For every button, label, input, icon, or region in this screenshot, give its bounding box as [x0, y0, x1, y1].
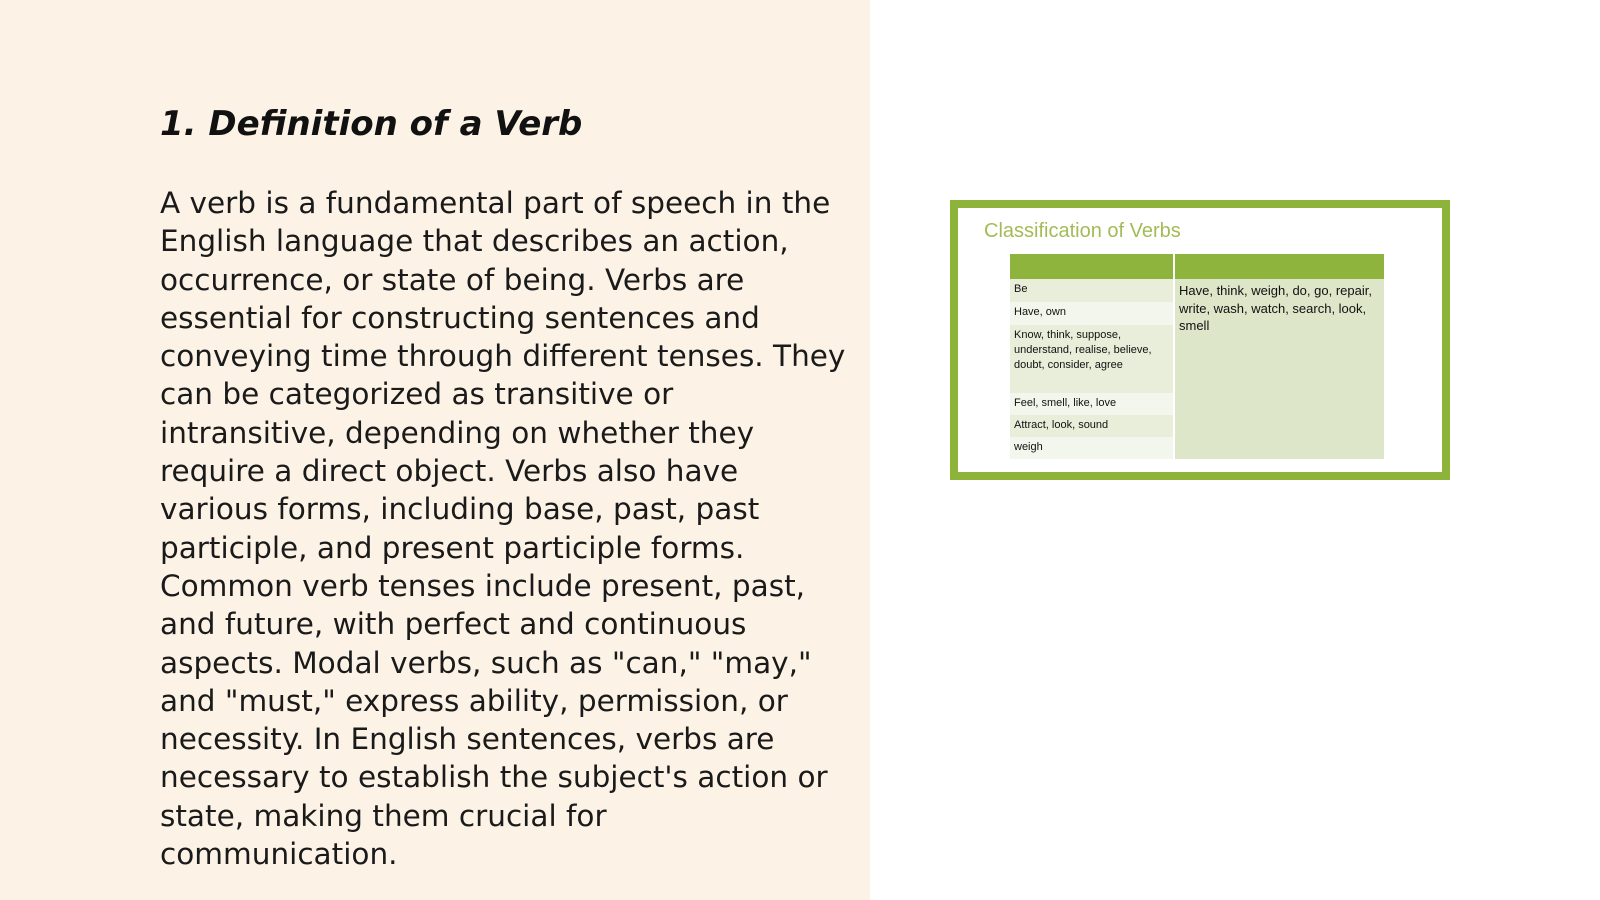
- table-cell-have-own: Have, own: [1010, 302, 1173, 325]
- table-cell-weigh: weigh: [1010, 437, 1173, 459]
- table-cell-dynamic-verbs: Have, think, weigh, do, go, repair, write, wash, watch, search, look, smell: [1179, 283, 1372, 333]
- figure-title: Classification of Verbs: [984, 220, 1181, 242]
- table-cell-be: Be: [1010, 279, 1173, 302]
- table-header-right: [1175, 254, 1384, 279]
- definition-paragraph: A verb is a fundamental part of speech in the English language that describes an action, occurrence, or state of being. Verbs are essential for constructing sentences and conveying time through different tenses. They can be categorized as transitive or intransitive, depending on whether they require a direct object. Verbs also have various forms, including base, past, past participle, and present participle forms. Common verb tenses include present, past, and future, with perfect and continuous aspects. Modal verbs, such as "can," "may," and "must," express ability, permission, or necessity. In English sentences, verbs are necessary to establish the subject's action or state, making them crucial for communication.: [160, 186, 846, 872]
- verb-classification-figure: [950, 200, 1450, 480]
- table-cell-feel-smell: Feel, smell, like, love: [1010, 393, 1173, 415]
- verb-classification-table: [1010, 254, 1384, 464]
- table-cell-know-think: Know, think, suppose, understand, realise, believe, doubt, consider, agree: [1010, 325, 1173, 393]
- table-header-left: [1010, 254, 1173, 279]
- table-right-column: [1175, 279, 1384, 459]
- table-cell-attract-look: Attract, look, sound: [1010, 415, 1173, 437]
- slide-title: 1. Definition of a Verb: [160, 104, 583, 144]
